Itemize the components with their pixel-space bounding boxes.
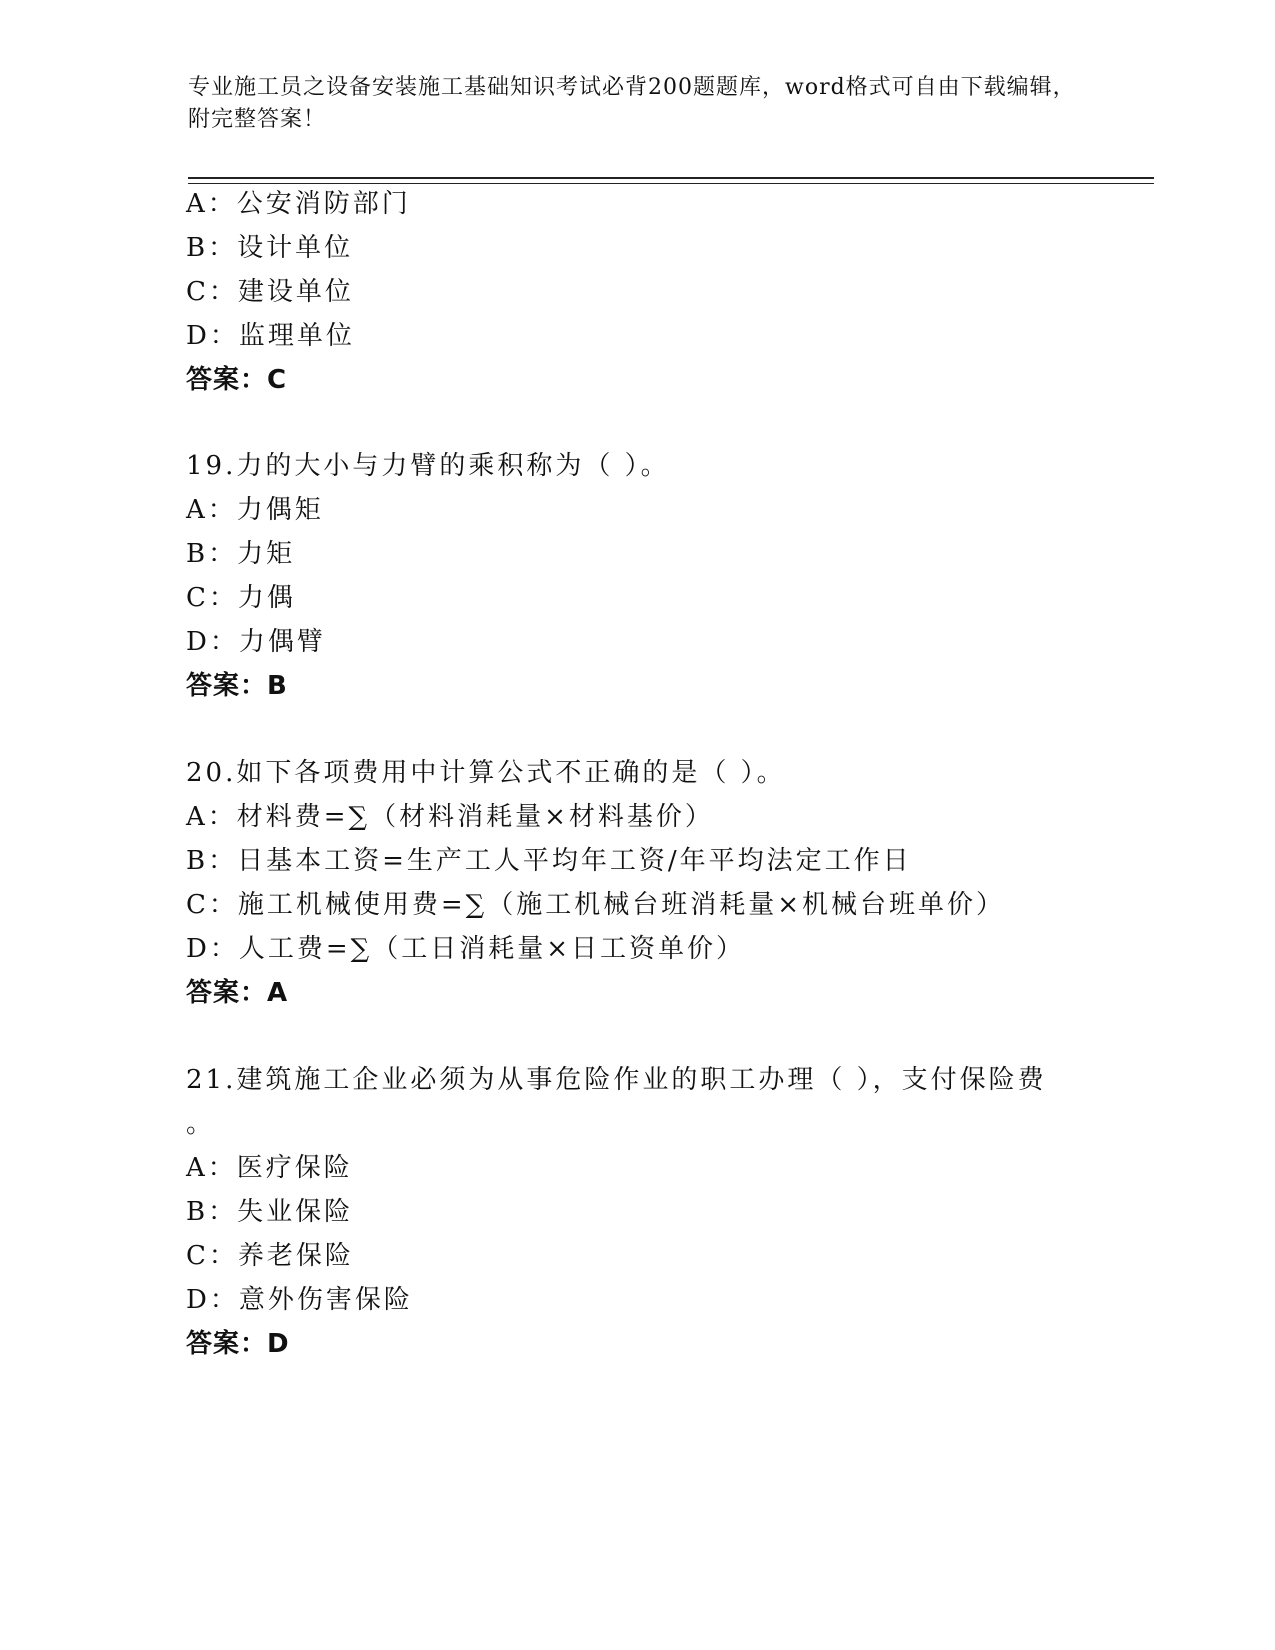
q19-option-a: A：力偶矩 bbox=[186, 495, 324, 525]
q21-answer: 答案：D bbox=[186, 1329, 290, 1359]
q20-option-a: A：材料费=∑（材料消耗量×材料基价） bbox=[186, 802, 714, 832]
q20-question: 20.如下各项费用中计算公式不正确的是（ ）。 bbox=[186, 758, 786, 788]
q21-question-line1: 21.建筑施工企业必须为从事危险作业的职工办理（ ），支付保险费 bbox=[186, 1065, 1047, 1095]
q21-question-line2: 。 bbox=[186, 1109, 216, 1139]
q18-option-a: A：公安消防部门 bbox=[186, 189, 411, 219]
q21-option-b: B：失业保险 bbox=[186, 1197, 354, 1227]
header-divider bbox=[188, 177, 1154, 184]
q19-answer: 答案：B bbox=[186, 671, 288, 701]
q19-option-d: D：力偶臂 bbox=[186, 627, 326, 657]
q18-option-b: B：设计单位 bbox=[186, 233, 354, 263]
q19-option-c: C：力偶 bbox=[186, 583, 296, 613]
document-header: 专业施工员之设备安装施工基础知识考试必背200题题库，word格式可自由下载编辑，附完整答案！ bbox=[188, 75, 1076, 132]
q18-answer: 答案：C bbox=[186, 365, 288, 395]
q21-option-d: D：意外伤害保险 bbox=[186, 1285, 413, 1315]
q18-option-c: C：建设单位 bbox=[186, 277, 354, 307]
q20-option-c: C：施工机械使用费=∑（施工机械台班消耗量×机械台班单价） bbox=[186, 890, 1006, 920]
q18-option-d: D：监理单位 bbox=[186, 321, 355, 351]
q20-option-b: B：日基本工资=生产工人平均年工资/年平均法定工作日 bbox=[186, 846, 912, 876]
q20-option-d: D：人工费=∑（工日消耗量×日工资单价） bbox=[186, 934, 745, 964]
q20-answer: 答案：A bbox=[186, 978, 289, 1008]
q19-option-b: B：力矩 bbox=[186, 539, 296, 569]
q21-option-c: C：养老保险 bbox=[186, 1241, 354, 1271]
q21-option-a: A：医疗保险 bbox=[186, 1153, 353, 1183]
q19-question: 19.力的大小与力臂的乘积称为（ ）。 bbox=[186, 451, 670, 481]
